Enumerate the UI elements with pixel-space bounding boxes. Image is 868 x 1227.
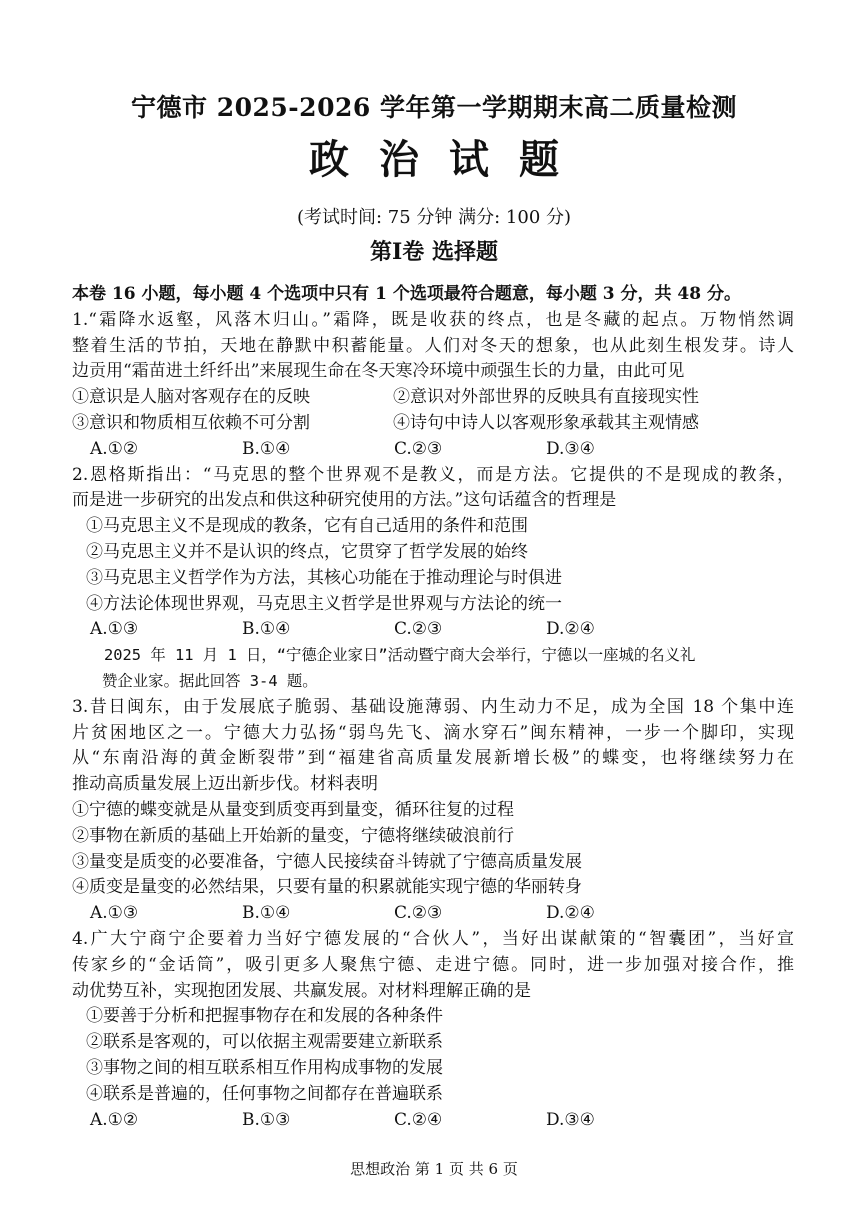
question-stem-line: 1.“霜降水返壑，风落木归山。”霜降，既是收获的终点，也是冬藏的起点。万物悄然调 <box>72 309 794 330</box>
answer-choices <box>72 901 794 927</box>
statement-option: ②意识对外部世界的反映具有直接现实性 <box>393 387 699 408</box>
statement-option: ③马克思主义哲学作为方法，其核心功能在于推动理论与时俱进 <box>86 567 562 588</box>
statement-option: ③意识和物质相互依赖不可分割 <box>72 412 310 433</box>
statement-option: ③事物之间的相互联系相互作用构成事物的发展 <box>86 1057 443 1078</box>
statement-option: ①意识是人脑对客观存在的反映 <box>72 387 310 408</box>
choice-d[interactable]: D.③④ <box>546 1109 595 1130</box>
material-line: 赞企业家。据此回答 3-4 题。 <box>102 671 318 690</box>
statement-option: ①宁德的蝶变就是从量变到质变再到量变，循环往复的过程 <box>72 799 514 820</box>
choice-a[interactable]: A.①③ <box>90 619 139 640</box>
choice-b[interactable]: B.①④ <box>242 619 291 640</box>
statement-option: ④诗句中诗人以客观形象承载其主观情感 <box>393 412 699 433</box>
statement-option: ③量变是质变的必要准备，宁德人民接续奋斗铸就了宁德高质量发展 <box>72 851 582 872</box>
question-stem-line: 片贫困地区之一。宁德大力弘扬“弱鸟先飞、滴水穿石”闽东精神，一步一个脚印，实现 <box>72 722 794 743</box>
question-1 <box>72 308 794 463</box>
question-stem-line: 边贡用“霜苗进土纤纤出”来展现生命在冬天寒冷环境中顽强生长的力量，由此可见 <box>72 361 685 382</box>
statement-option: ②联系是客观的，可以依据主观需要建立新联系 <box>86 1032 443 1053</box>
shared-material <box>72 643 794 695</box>
choice-b[interactable]: B.①④ <box>242 438 291 459</box>
choice-d[interactable]: D.②④ <box>546 619 595 640</box>
choice-d[interactable]: D.②④ <box>546 903 595 924</box>
choice-c[interactable]: C.②④ <box>394 1109 443 1130</box>
questions-body <box>72 282 794 1133</box>
answer-choices <box>72 437 794 463</box>
question-3 <box>72 695 794 927</box>
section-heading: 第Ⅰ卷 选择题 <box>370 239 498 265</box>
statement-option: ④联系是普遍的，任何事物之间都存在普遍联系 <box>86 1083 443 1104</box>
choice-a[interactable]: A.①③ <box>90 903 139 924</box>
question-stem-line: 3.昔日闽东，由于发展底子脆弱、基础设施薄弱、内生动力不足，成为全国 18 个集中连 <box>72 696 794 717</box>
question-stem-line: 推动高质量发展上迈出新步伐。材料表明 <box>72 774 378 795</box>
choice-a[interactable]: A.①② <box>90 438 139 459</box>
question-stem-line: 动优势互补，实现抱团发展、共赢发展。对材料理解正确的是 <box>72 980 531 1001</box>
statement-option: ②事物在新质的基础上开始新的量变，宁德将继续破浪前行 <box>72 825 514 846</box>
question-4 <box>72 927 794 1133</box>
question-stem-line: 而是进一步研究的出发点和供这种研究使用的方法。”这句话蕴含的哲理是 <box>72 490 617 511</box>
exam-info: (考试时间: 75 分钟 满分: 100 分) <box>296 207 572 228</box>
choice-c[interactable]: C.②③ <box>394 619 443 640</box>
statement-option: ①马克思主义不是现成的教条，它有自己适用的条件和范围 <box>86 516 528 537</box>
statement-option: ①要善于分析和把握事物存在和发展的各种条件 <box>86 1006 443 1027</box>
choice-d[interactable]: D.③④ <box>546 438 595 459</box>
question-stem-line: 传家乡的“金话筒”，吸引更多人聚焦宁德、走进宁德。同时，进一步加强对接合作，推 <box>72 954 794 975</box>
instructions: 本卷 16 小题，每小题 4 个选项中只有 1 个选项最符合题意，每小题 3 分，共 48 分。 <box>72 284 741 304</box>
choice-b[interactable]: B.①③ <box>242 1109 291 1130</box>
choice-b[interactable]: B.①④ <box>242 903 291 924</box>
statement-option: ④质变是量变的必然结果，只要有量的积累就能实现宁德的华丽转身 <box>72 877 582 898</box>
statement-option: ④方法论体现世界观，马克思主义哲学是世界观与方法论的统一 <box>86 593 562 614</box>
choice-c[interactable]: C.②③ <box>394 438 443 459</box>
question-stem-line: 2.恩格斯指出：“马克思的整个世界观不是教义，而是方法。它提供的不是现成的教条， <box>72 464 794 485</box>
statement-option: ②马克思主义并不是认识的终点，它贯穿了哲学发展的始终 <box>86 541 528 562</box>
material-line: 2025 年 11 月 1 日，“宁德企业家日”活动暨宁商大会举行，宁德以一座城的名义礼 <box>104 646 696 665</box>
choice-a[interactable]: A.①② <box>90 1109 139 1130</box>
exam-title: 宁德市 2025-2026 学年第一学期期末高二质量检测 <box>131 93 737 122</box>
answer-choices <box>72 1108 794 1134</box>
answer-choices <box>72 617 794 643</box>
subject-title: 政治试题 <box>309 136 589 183</box>
page-footer: 思想政治 第 1 页 共 6 页 <box>350 1160 518 1178</box>
question-stem-line: 从“东南沿海的黄金断裂带”到“福建省高质量发展新增长极”的蝶变，也将继续努力在 <box>72 748 794 769</box>
choice-c[interactable]: C.②③ <box>394 903 443 924</box>
question-stem-line: 4.广大宁商宁企要着力当好宁德发展的“合伙人”，当好出谋献策的“智囊团”，当好宣 <box>72 928 794 949</box>
question-stem-line: 整着生活的节拍，天地在静默中积蓄能量。人们对冬天的想象，也从此刻生根发芽。诗人 <box>72 335 794 356</box>
question-2 <box>72 463 794 644</box>
